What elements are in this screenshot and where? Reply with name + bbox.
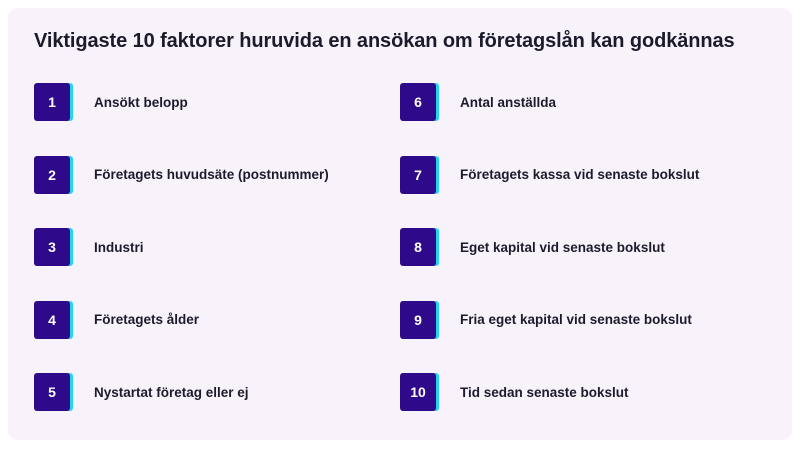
factor-item (400, 228, 740, 266)
factor-item (34, 83, 374, 121)
factor-item (400, 83, 740, 121)
factor-number-badge: 9 (400, 301, 436, 339)
factor-column-right (400, 83, 740, 411)
factors-card (8, 8, 792, 440)
factor-item (400, 301, 740, 339)
factor-label: Företagets ålder (94, 312, 200, 327)
factor-label: Eget kapital vid senaste bokslut (460, 239, 665, 255)
factor-label: Ansökt belopp (94, 94, 188, 110)
factor-item (34, 301, 374, 339)
factor-number-badge: 4 (34, 301, 70, 339)
factor-number-badge: 5 (34, 373, 70, 411)
factor-label: Antal anställda (460, 94, 557, 110)
factor-column-left (34, 83, 374, 411)
factor-number-badge: 10 (400, 373, 436, 411)
factor-item (400, 373, 740, 411)
factor-label: Industri (94, 239, 144, 255)
page-title: Viktigaste 10 faktorer huruvida en ansökan om företagslån kan godkännas (34, 30, 735, 52)
factor-number-badge: 7 (400, 156, 436, 194)
factor-item (400, 156, 740, 194)
factor-label: Tid sedan senaste bokslut (460, 384, 629, 400)
factor-number-badge: 1 (34, 83, 70, 121)
factor-item (34, 228, 374, 266)
factor-label: Företagets huvudsäte (postnummer) (94, 167, 329, 182)
factor-number-badge: 8 (400, 228, 436, 266)
factor-label: Nystartat företag eller ej (94, 384, 249, 400)
factor-number-badge: 2 (34, 156, 70, 194)
factor-item (34, 373, 374, 411)
factor-label: Fria eget kapital vid senaste bokslut (460, 312, 692, 327)
factor-label: Företagets kassa vid senaste bokslut (460, 167, 700, 182)
factor-item (34, 156, 374, 194)
factor-number-badge: 6 (400, 83, 436, 121)
factor-number-badge: 3 (34, 228, 70, 266)
